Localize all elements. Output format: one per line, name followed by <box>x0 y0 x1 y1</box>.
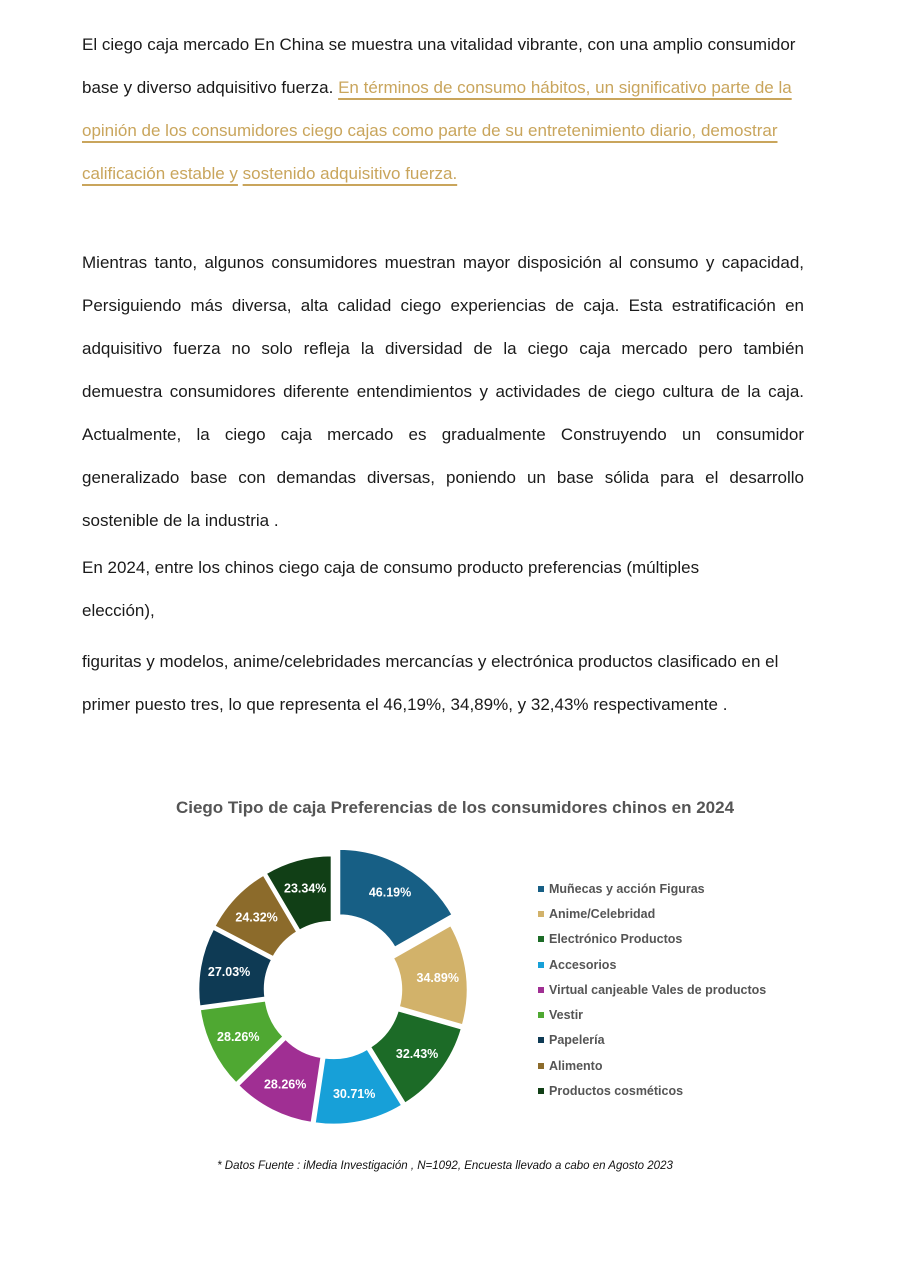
slice-label: 28.26% <box>217 1029 260 1044</box>
slice-label: 23.34% <box>284 881 327 896</box>
donut-chart-plot <box>0 780 903 1200</box>
legend-swatch-icon <box>538 1012 544 1018</box>
slice-label: 32.43% <box>395 1047 439 1062</box>
legend-label: Anime/Celebridad <box>549 906 656 921</box>
legend-swatch-icon <box>538 886 544 892</box>
data-source-note: * Datos Fuente : iMedia Investigación , N=1092, Encuesta llevado a cabo en Agosto 2023 <box>217 1160 673 1172</box>
chart-title: Ciego Tipo de caja Preferencias de los consumidores chinos en 2024 <box>175 798 735 817</box>
legend-item <box>538 952 766 977</box>
legend-label: Virtual canjeable Vales de productos <box>549 982 767 997</box>
legend-label: Vestir <box>549 1008 584 1023</box>
legend-item <box>538 1053 766 1078</box>
slice-label: 27.03% <box>207 965 251 980</box>
paragraph-plain-text: El ciego caja mercado En China se muestra una vitalidad vibrante, con una amplio consumidor base y diverso adquisitivo fuerza. <box>82 35 796 97</box>
chart-legend <box>538 876 766 1104</box>
legend-item <box>538 1002 766 1027</box>
legend-item <box>538 977 766 1002</box>
slice-label: 34.89% <box>416 970 459 985</box>
legend-swatch-icon <box>538 936 544 942</box>
legend-label: Papelería <box>549 1033 605 1048</box>
slice-label: 24.32% <box>235 910 278 925</box>
highlighted-text-purchasing-power: sostenido adquisitivo fuerza. <box>242 164 458 183</box>
legend-label: Muñecas y acción Figuras <box>549 881 705 896</box>
paragraph-preferences-intro-line2: elección), <box>82 601 155 620</box>
highlighted-text-habits: En términos de consumo hábitos, un significativo parte de la opinión de los consumidores ciego cajas como parte de su entretenimiento diario, demostrar calificación estable y <box>82 78 792 183</box>
legend-swatch-icon <box>538 911 544 917</box>
slice-label: 30.71% <box>332 1086 376 1101</box>
legend-swatch-icon <box>538 1063 544 1069</box>
paragraph-preferences-intro-line1: En 2024, entre los chinos ciego caja de consumo producto preferencias (múltiples <box>82 558 700 577</box>
legend-item <box>538 901 766 926</box>
paragraph-market-vitality <box>82 23 804 195</box>
legend-item <box>538 1078 766 1103</box>
legend-label: Productos cosméticos <box>549 1084 684 1099</box>
legend-label: Alimento <box>549 1058 603 1073</box>
legend-swatch-icon <box>538 1037 544 1043</box>
paragraph-top-three: figuritas y modelos, anime/celebridades mercancías y electrónica productos clasificado en el primer puesto tres, lo que representa el 46,19%, 34,89%, y 32,43% respectivamente . <box>82 652 779 714</box>
legend-item <box>538 1028 766 1053</box>
legend-swatch-icon <box>538 1088 544 1094</box>
donut-chart <box>0 780 903 1200</box>
slice-label: 46.19% <box>368 885 412 900</box>
slice-label: 28.26% <box>263 1077 307 1092</box>
legend-swatch-icon <box>538 962 544 968</box>
legend-item <box>538 927 766 952</box>
legend-item <box>538 876 766 901</box>
legend-label: Accesorios <box>549 957 617 972</box>
legend-swatch-icon <box>538 987 544 993</box>
legend-label: Electrónico Productos <box>549 932 683 947</box>
paragraph-stratification: Mientras tanto, algunos consumidores muestran mayor disposición al consumo y capacidad, Persiguiendo más diversa, alta calidad ciego experiencias de caja. Esta estratificación en adquisitivo fuerza no solo refleja la diversidad de la ciego caja mercado pero también demuestra consumidores diferente entendimientos y actividades de ciego cultura de la caja. Actualmente, la ciego caja mercado es gradualmente Construyendo un consumidor generalizado base con demandas diversas, poniendo un base sólida para el desarrollo sostenible de la industria . <box>82 253 804 530</box>
